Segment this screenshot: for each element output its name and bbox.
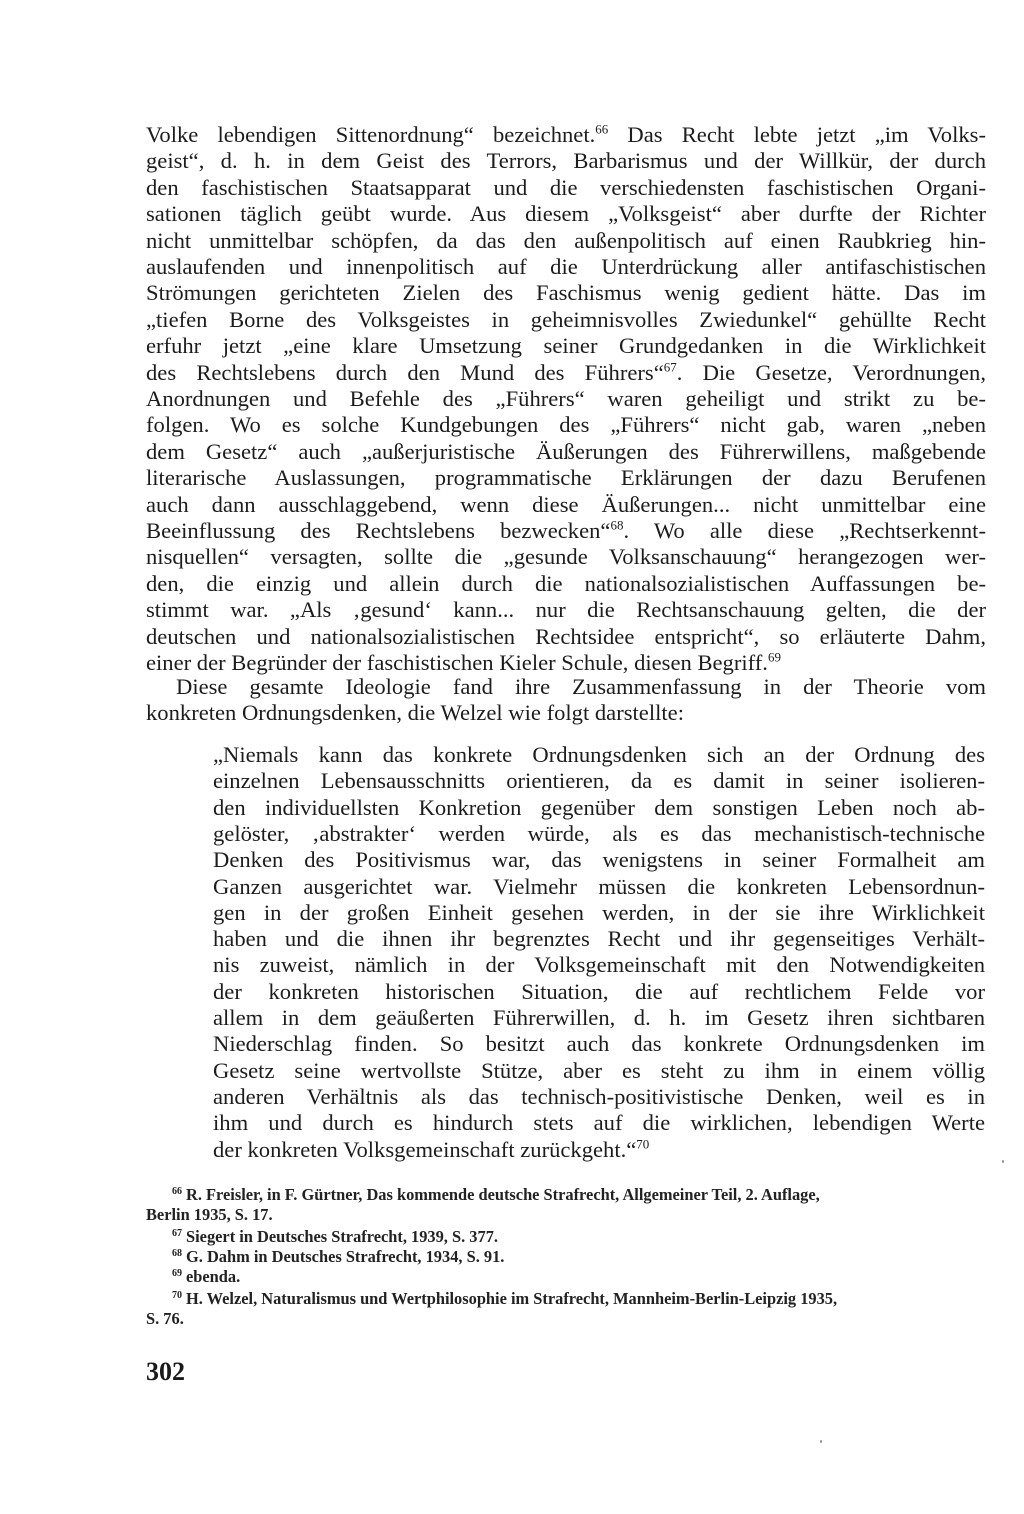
text-line <box>213 742 985 768</box>
footnote-ref[interactable]: 66 <box>595 121 609 137</box>
line-text: einzelnen Lebensausschnitts orientieren, da es damit in seiner isolieren- <box>213 768 985 794</box>
line-text: Diese gesamte Ideologie fand ihre Zusammenfassung in der Theorie vom <box>176 674 986 699</box>
line-text: Strömungen gerichteten Zielen des Faschismus wenig gedient hätte. Das im <box>146 280 986 306</box>
text-line <box>146 307 986 333</box>
line-text: auslaufenden und innenpolitisch auf die Unterdrückung aller antifaschistischen <box>146 254 986 279</box>
line-text: nisquellen“ versagten, sollte die „gesunde Volksanschauung“ herangezogen wer- <box>146 544 986 570</box>
line-text: literarische Auslassungen, programmatische Erklärungen der dazu Berufenen <box>146 465 986 491</box>
footnote-ref[interactable]: 69 <box>767 649 781 665</box>
footnote-text: Siegert in Deutsches Strafrecht, 1939, S. 377. <box>186 1227 498 1246</box>
text-line <box>146 412 986 438</box>
scan-speck <box>820 1440 822 1443</box>
text-line <box>213 1031 985 1057</box>
text-line <box>146 492 986 518</box>
footnote-number: 68 <box>172 1247 182 1259</box>
line-text-continued: Das Recht lebte jetzt „im Volks- <box>608 122 986 147</box>
line-text: Volke lebendigen Sittenordnung“ bezeichnet. <box>146 122 596 147</box>
line-text: den individuellsten Konkretion gegenüber dem sonstigen Leben noch ab- <box>213 794 985 820</box>
line-text: einer der Begründer der faschistischen Kieler Schule, diesen Begriff. <box>146 650 768 675</box>
footnote-line <box>146 1205 273 1225</box>
footnote-text: S. 76. <box>146 1309 184 1328</box>
text-line <box>146 201 986 227</box>
line-text: stimmt war. „Als ‚gesund‘ kann... nur die Rechtsanschauung gelten, die der <box>146 597 986 623</box>
text-line <box>213 926 985 952</box>
line-text-continued: . Die Gesetze, Verordnungen, <box>676 359 986 385</box>
footnote-ref[interactable]: 67 <box>663 359 677 375</box>
line-text: haben und die ihnen ihr begrenztes Recht und ihr gegenseitiges Verhält- <box>213 926 985 952</box>
line-text: des Rechtslebens durch den Mund des Führers“ <box>146 359 664 385</box>
line-text: „Niemals kann das konkrete Ordnungsdenken sich an der Ordnung des <box>213 742 985 767</box>
text-line <box>146 624 986 650</box>
text-line <box>213 979 985 1005</box>
text-line <box>213 847 985 873</box>
text-line <box>146 254 986 280</box>
text-line <box>146 228 986 254</box>
line-text: „tiefen Borne des Volksgeistes in geheimnisvolles Zwiedunkel“ gehüllte Recht <box>146 306 986 332</box>
line-text: dem Gesetz“ auch „außerjuristische Äußerungen des Führerwillens, maßgebende <box>146 438 986 464</box>
line-text: Gesetz seine wertvollste Stütze, aber es steht zu ihm in einem völlig <box>213 1057 985 1083</box>
line-text-continued: . Wo alle diese „Rechtserkennt- <box>623 518 986 543</box>
footnote-line <box>146 1309 184 1329</box>
line-text: sationen täglich geübt wurde. Aus diesem „Volksgeist“ aber durfte der Richter <box>146 201 986 227</box>
text-line <box>213 952 985 978</box>
line-text: Denken des Positivismus war, das wenigstens in seiner Formalheit am <box>213 847 985 873</box>
line-text: den, die einzig und allein durch die nationalsozialistischen Auffassungen be- <box>146 570 986 596</box>
footnote-text: ebenda. <box>186 1267 241 1286</box>
footnote-number: 70 <box>172 1289 182 1301</box>
footnote-line <box>172 1267 240 1287</box>
line-text: der konkreten Volksgemeinschaft zurückgeht.“ <box>213 1136 637 1162</box>
text-line <box>213 1084 985 1110</box>
text-line <box>213 821 985 847</box>
text-line <box>213 1005 985 1031</box>
line-text: anderen Verhältnis als das technisch-positivistische Denken, weil es in <box>213 1083 985 1109</box>
footnote-number: 66 <box>172 1185 182 1197</box>
line-text: nicht unmittelbar schöpfen, da das den außenpolitisch auf einen Raubkrieg hin- <box>146 227 986 253</box>
text-line <box>213 795 985 821</box>
footnote-line <box>172 1247 504 1267</box>
line-text: gelöster, ‚abstrakter‘ werden würde, als es das mechanistisch-technische <box>213 820 985 846</box>
footnote-number: 69 <box>172 1267 182 1279</box>
text-line <box>213 1137 985 1163</box>
line-text: allem in dem geäußerten Führerwillen, d. h. im Gesetz ihren sichtbaren <box>213 1005 985 1030</box>
line-text: der konkreten historischen Situation, die auf rechtlichem Felde vor <box>213 978 985 1004</box>
line-text: Niederschlag finden. So besitzt auch das konkrete Ordnungsdenken im <box>213 1031 985 1057</box>
text-line <box>146 175 986 201</box>
footnote-ref[interactable]: 70 <box>636 1135 650 1151</box>
footnote-text: R. Freisler, in F. Gürtner, Das kommende deutsche Strafrecht, Allgemeiner Teil, 2. Auflage, <box>186 1185 820 1204</box>
line-text: Beeinflussung des Rechtslebens bezwecken“ <box>146 518 611 543</box>
line-text: deutschen und nationalsozialistischen Rechtsidee entspricht“, so erläuterte Dahm, <box>146 623 986 649</box>
text-line <box>146 465 986 491</box>
text-line <box>146 386 986 412</box>
line-text: ihm und durch es hindurch stets auf die wirklichen, lebendigen Werte <box>213 1110 985 1136</box>
line-text: geist“, d. h. in dem Geist des Terrors, Barbarismus und der Willkür, der durch <box>146 148 986 174</box>
text-line <box>146 544 986 570</box>
text-line <box>146 650 986 676</box>
text-line <box>146 571 986 597</box>
text-line <box>213 768 985 794</box>
line-text: Anordnungen und Befehle des „Führers“ waren geheiligt und strikt zu be- <box>146 386 986 411</box>
footnote-text: G. Dahm in Deutsches Strafrecht, 1934, S. 91. <box>186 1247 505 1266</box>
footnote-line <box>172 1289 837 1309</box>
footnote-text: H. Welzel, Naturalismus und Wertphilosophie im Strafrecht, Mannheim-Berlin-Leipzig 1935, <box>186 1289 838 1308</box>
text-line <box>213 1058 985 1084</box>
footnote-number: 67 <box>172 1227 182 1239</box>
footnote-text: Berlin 1935, S. 17. <box>146 1205 273 1224</box>
page-number: 302 <box>146 1357 185 1386</box>
line-text: nis zuweist, nämlich in der Volksgemeinschaft mit den Notwendigkeiten <box>213 952 985 978</box>
line-text: erfuhr jetzt „eine klare Umsetzung seiner Grundgedanken in die Wirklichkeit <box>146 333 986 359</box>
text-line <box>213 1110 985 1136</box>
text-line <box>146 700 986 726</box>
line-text: Ganzen ausgerichtet war. Vielmehr müssen die konkreten Lebensordnun- <box>213 873 985 899</box>
text-line <box>146 439 986 465</box>
footnote-ref[interactable]: 68 <box>610 517 624 533</box>
line-text: auch dann ausschlaggebend, wenn diese Äußerungen... nicht unmittelbar eine <box>146 491 986 517</box>
line-text: folgen. Wo es solche Kundgebungen des „Führers“ nicht gab, waren „neben <box>146 412 986 438</box>
text-line <box>176 674 986 700</box>
line-text: konkreten Ordnungsdenken, die Welzel wie folgt darstellte: <box>146 700 684 726</box>
text-line <box>146 360 986 386</box>
text-line <box>146 280 986 306</box>
text-line <box>146 597 986 623</box>
text-line <box>146 333 986 359</box>
text-line <box>146 148 986 174</box>
scan-speck <box>1002 1160 1004 1163</box>
text-line <box>146 518 986 544</box>
line-text: den faschistischen Staatsapparat und die verschiedensten faschistischen Organi- <box>146 174 986 200</box>
footnote-line <box>172 1227 498 1247</box>
text-line <box>213 900 985 926</box>
line-text: gen in der großen Einheit gesehen werden, in der sie ihre Wirklichkeit <box>213 899 985 925</box>
text-line <box>213 874 985 900</box>
text-line <box>146 122 986 148</box>
footnote-line <box>172 1185 820 1205</box>
